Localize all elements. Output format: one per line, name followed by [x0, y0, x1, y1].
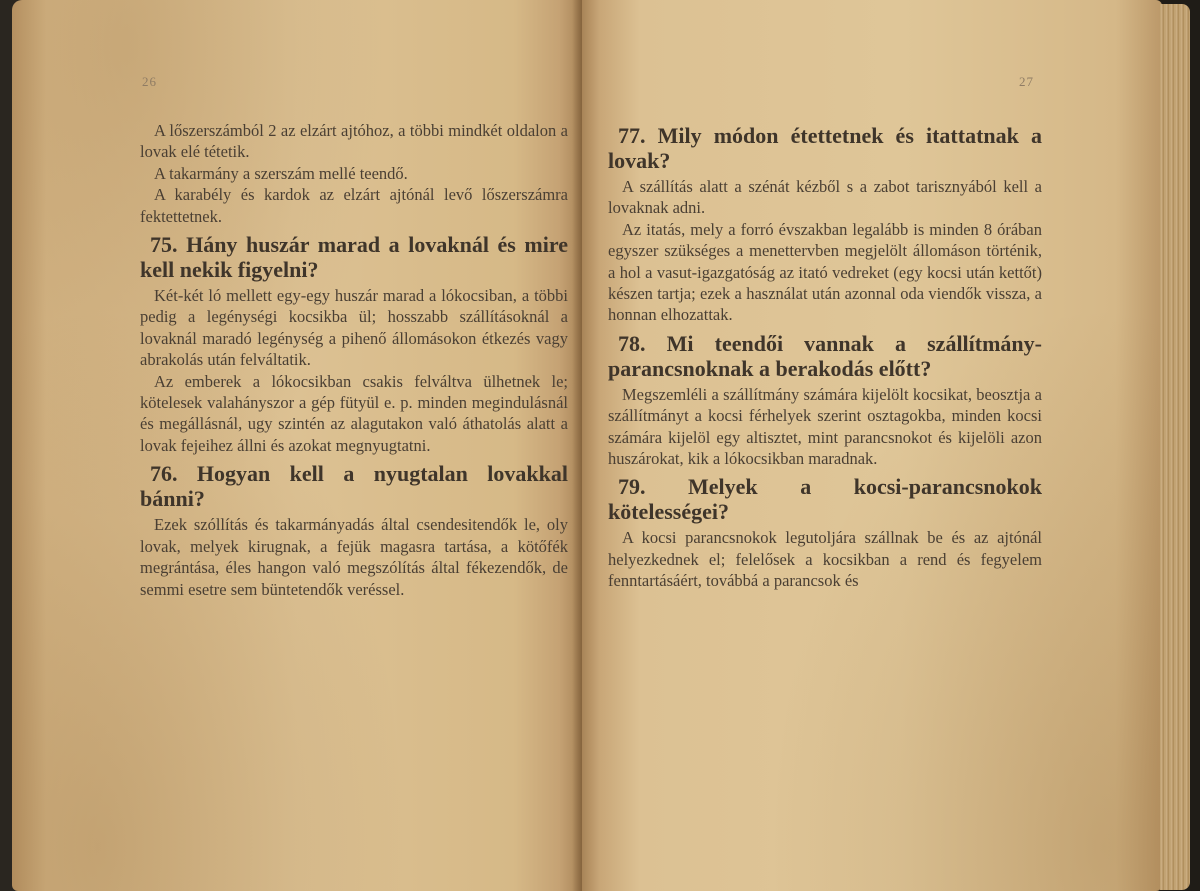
- paragraph: A szállítás alatt a szénát kézből s a zabot tarisznyából kell a lovaknak adni.: [608, 177, 1042, 218]
- right-page-number: 27: [1019, 74, 1034, 89]
- question-heading: 79. Melyek a kocsi-parancsnokok kötelességei?: [608, 474, 1042, 525]
- question-heading: 75. Hány huszár marad a lovaknál és mire kell nekik figyelni?: [140, 232, 568, 283]
- paragraph: A kocsi parancsnokok legutoljára szállnak be és az ajtónál helyezkednek el; felelősek a kocsikban a rend és fegyelem fenntartásáért, továbbá a parancsok és: [608, 528, 1042, 591]
- right-page-text-column: [608, 118, 1042, 592]
- paragraph: Ezek szóllítás és takarmányadás által csendesitendők le, oly lovak, melyek kirugnak, a fejük magasra tartása, a kötőfék megrántása, éles hangon való megszólítás által fékezendők, de semmi esetre sem büntetendők veréssel.: [140, 515, 568, 599]
- paragraph: A takarmány a szerszám mellé teendő.: [154, 163, 408, 183]
- left-page-number: 26: [142, 74, 157, 89]
- paragraph: A lőszerszámból 2 az elzárt ajtóhoz, a többi mindkét oldalon a lovak elé tétetik.: [140, 121, 568, 162]
- paragraph: Az emberek a lókocsikban csakis felváltva ülhetnek le; kötelesek valahányszor a gép fütyül e. p. minden megindulásnál és megállásnál, ugy szintén az alagutakon való áthatolás alatt a lovak fejeihez állni és azokat megnyugtatni.: [140, 371, 568, 455]
- question-heading: 77. Mily módon étettetnek és itattatnak a lovak?: [608, 123, 1042, 173]
- paragraph: A karabély és kardok az elzárt ajtónál levő lőszerszámra fektettetnek.: [140, 185, 568, 226]
- left-page-text-column: [140, 120, 568, 600]
- left-page: [12, 0, 582, 891]
- paragraph: Az itatás, mely a forró évszakban legalább is minden 8 órában egyszer szükséges a menettervben megjelölt állomáson történik, a hol a vasut-igazgatóság az itató vedreket (egy kocsi után kettőt) készen tartja; ezek a használat után azonnal oda viendők vissza, a honnan elhozattak.: [608, 219, 1042, 325]
- paragraph: Két-két ló mellett egy-egy huszár marad a lókocsiban, a többi pedig a legénységi kocsikba ül; hosszabb szállításoknál a lovaknál maradó legénység a pihenő állomásokon étkezés vagy abrakolás után felváltatik.: [140, 286, 568, 370]
- question-heading: 76. Hogyan kell a nyugtalan lovakkal bánni?: [140, 461, 568, 512]
- page-edges: [1160, 4, 1190, 890]
- question-heading: 78. Mi teendői vannak a szállítmány-parancsnoknak a berakodás előtt?: [608, 330, 1042, 381]
- paragraph: Megszemléli a szállítmány számára kijelölt kocsikat, beosztja a szállítmányt a kocsi férhelyek szerint osztagokba, minden kocsi számára kijelöl egy altisztet, mint parancsnokot és kijelöli azon huszárokat, kik a lókocsikban maradnak.: [608, 384, 1042, 469]
- right-page: [582, 0, 1162, 891]
